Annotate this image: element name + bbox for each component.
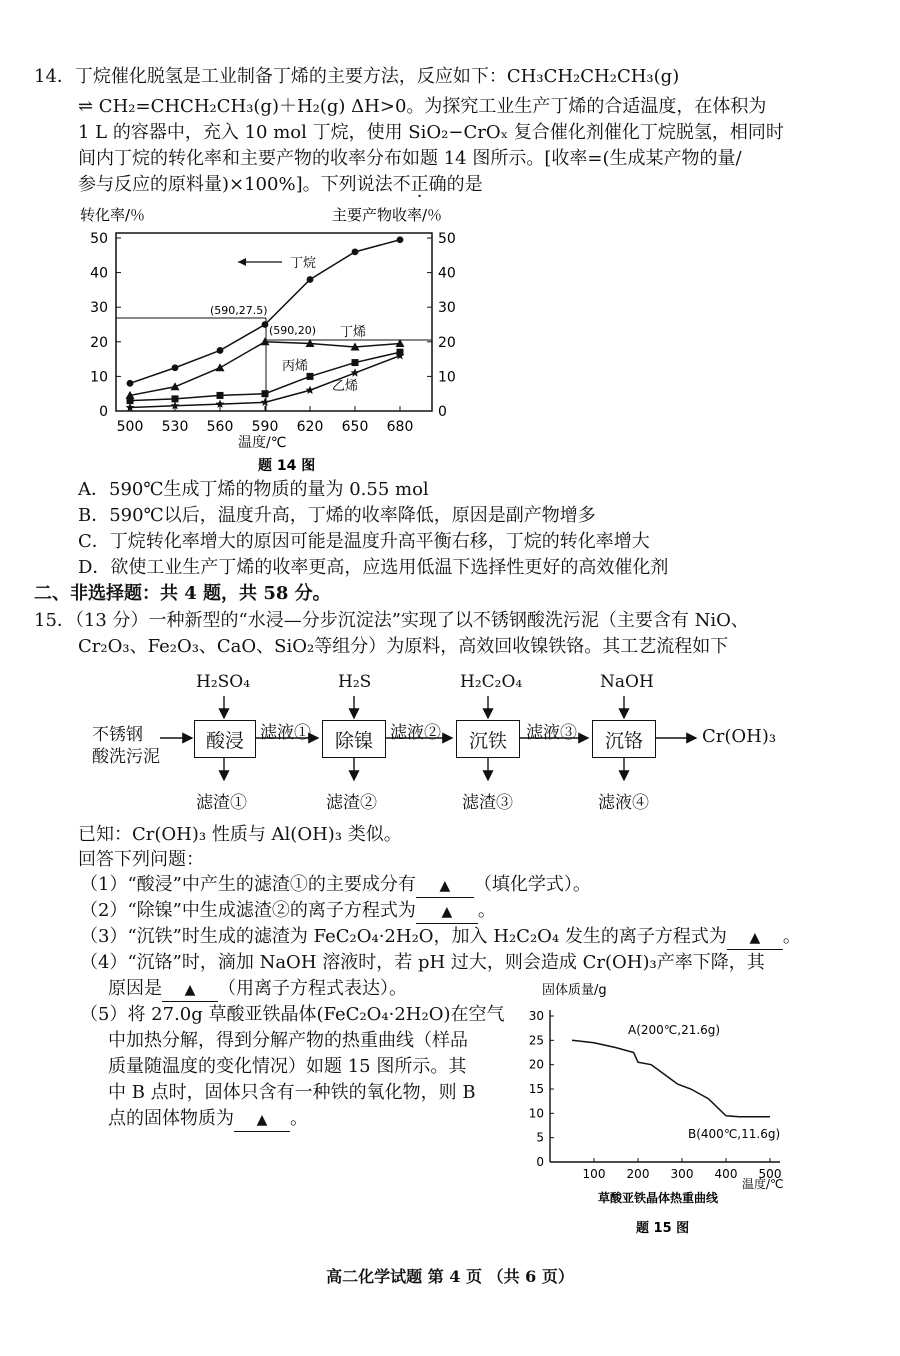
q15-sub-2	[80, 900, 496, 924]
data-point-triangle	[171, 382, 180, 390]
q15-sub-4: （4）“沉铬”时，滴加 NaOH 溶液时，若 pH 过大，则会造成 Cr(OH)₃产率下降，其	[80, 952, 765, 973]
chart15-x-tick-label: 500	[758, 1167, 782, 1181]
q14-line-3: 1 L 的容器中，充入 10 mol 丁烷，使用 SiO₂−CrOₓ 复合催化剂催化丁烷脱氢，相同时	[78, 122, 784, 143]
label-propene: 丙烯	[282, 359, 309, 374]
point-a-label: A(200℃,21.6g)	[628, 1023, 721, 1037]
data-point-square	[262, 390, 269, 397]
data-point-circle	[172, 364, 179, 371]
label-butane: 丁烷	[290, 256, 317, 271]
chart14-caption: 题 14 图	[258, 458, 316, 474]
label-ethene: 乙烯	[332, 379, 359, 394]
data-point-circle	[262, 321, 269, 328]
reagent-h2s: H₂S	[338, 672, 372, 692]
point-b-label: B(400℃,11.6g)	[688, 1127, 781, 1141]
chart14-x-tick-label: 500	[116, 419, 144, 435]
answer-blank-3[interactable]	[727, 926, 783, 950]
q14-line-5	[78, 174, 483, 196]
answer-blank-2[interactable]	[416, 900, 478, 924]
flow-diagram	[0, 660, 900, 820]
chart15-ylabel: 固体质量/g	[542, 983, 607, 998]
blank-marker: ▲	[256, 1112, 268, 1128]
flow-input-1: 不锈钢	[92, 725, 143, 745]
data-point-circle	[217, 347, 224, 354]
q14-option-b: B．590℃以后，温度升高，丁烯的收率降低，原因是副产物增多	[78, 505, 596, 526]
q14-line-2: ⇌ CH₂=CHCH₂CH₃(g)＋H₂(g) ΔH>0。为探究工业生产丁烯的合适温度，在体积为	[78, 96, 767, 117]
step-acid-leach: 酸浸	[194, 720, 256, 758]
q14-line-1: 14．丁烷催化脱氢是工业制备丁烯的主要方法，反应如下：CH₃CH₂CH₂CH₃(g)	[34, 66, 680, 87]
chart14-left-tick-label: 0	[99, 404, 108, 420]
q14-option-d: D．欲使工业生产丁烯的收率更高，应选用低温下选择性更好的高效催化剂	[78, 557, 669, 578]
residue-2: 滤渣②	[326, 793, 377, 813]
answer-blank-1[interactable]	[416, 874, 474, 898]
filtrate-3: 滤液③	[526, 723, 577, 743]
chart14-right-tick-label: 10	[438, 369, 456, 386]
chart15-subtitle: 草酸亚铁晶体热重曲线	[598, 1191, 719, 1205]
chart14-x-tick-label: 530	[161, 419, 189, 435]
q14-line-5a: 参与反应的原料量)×100%]。下列说法	[78, 174, 393, 195]
q14-line-4: 间内丁烷的转化率和主要产物的收率分布如题 14 图所示。[收率=(生成某产物的量/	[78, 148, 742, 169]
filtrate-4: 滤液④	[598, 793, 649, 813]
q15-s4-text: 原因是	[108, 978, 162, 999]
chart15-y-tick-label: 30	[528, 1009, 544, 1023]
chart14-right-tick-label: 50	[438, 231, 456, 247]
chart14-right-tick-label: 30	[438, 300, 456, 317]
data-point-star	[306, 386, 315, 394]
step-precipitate-chromium: 沉铬	[592, 720, 656, 758]
q15-sub-5-l5	[108, 1108, 308, 1132]
chart15-y-tick-label: 10	[528, 1106, 544, 1121]
q15-sub-3	[80, 926, 801, 950]
filtrate-1: 滤液①	[260, 723, 311, 743]
chart15-x-tick-label: 400	[714, 1167, 738, 1181]
annot-590-20: (590,20)	[269, 324, 317, 337]
q15-line-1: 15．（13 分）一种新型的“水浸—分步沉淀法”实现了以不锈钢酸洗污泥（主要含有 NiO、	[34, 610, 749, 631]
chart14-left-tick-label: 30	[90, 300, 108, 317]
blank-marker: ▲	[439, 878, 451, 894]
chart14-right-tick-label: 20	[438, 334, 456, 351]
q15-s5-tail: 。	[290, 1108, 308, 1129]
chart-14	[70, 200, 490, 480]
chart14-x-tick-label: 650	[341, 419, 369, 435]
chart14-x-tick-label: 590	[251, 419, 279, 435]
chart15-x-tick-label: 100	[582, 1167, 606, 1181]
chart14-ylabel-right: 主要产物收率/％	[332, 206, 443, 224]
chart14-left-tick-label: 40	[90, 265, 108, 282]
annot-590-275: (590,27.5)	[210, 304, 268, 317]
q15-s2-text: （2）“除镍”中生成滤渣②的离子方程式为	[80, 900, 416, 921]
data-point-star	[261, 398, 270, 406]
chart15-x-tick-label: 300	[670, 1167, 694, 1181]
answer-blank-5[interactable]	[234, 1108, 290, 1132]
q15-line-2: Cr₂O₃、Fe₂O₃、CaO、SiO₂等组分）为原料，高效回收镍铁铬。其工艺流程如下	[78, 636, 729, 657]
step-precipitate-iron: 沉铁	[456, 720, 520, 758]
q15-s5-text: 点的固体物质为	[108, 1108, 234, 1129]
step-remove-nickel: 除镍	[322, 720, 386, 758]
page-footer: 高二化学试题 第 4 页 （共 6 页）	[326, 1267, 574, 1286]
q15-sub-5-l4: 中 B 点时，固体只含有一种铁的氧化物，则 B	[108, 1082, 476, 1103]
chart14-right-tick-label: 0	[438, 404, 447, 420]
q15-s1-text: （1）“酸浸”中产生的滤渣①的主要成分有	[80, 874, 416, 895]
answer-blank-4[interactable]	[162, 978, 218, 1002]
data-point-square	[352, 359, 359, 366]
tga-curve	[572, 1040, 770, 1116]
product-croh3: Cr(OH)₃	[702, 726, 777, 747]
q15-sub-5-l2: 中加热分解，得到分解产物的热重曲线（样品	[108, 1030, 468, 1051]
data-point-circle	[127, 380, 134, 387]
label-butene: 丁烯	[340, 325, 367, 340]
data-point-circle	[397, 236, 404, 243]
residue-1: 滤渣①	[196, 793, 247, 813]
chart14-left-tick-label: 10	[90, 369, 108, 386]
flow-input-2: 酸洗污泥	[92, 747, 160, 767]
reagent-h2so4: H₂SO₄	[196, 672, 251, 692]
chart14-left-tick-label: 20	[90, 334, 108, 351]
blank-marker: ▲	[441, 904, 453, 920]
q14-option-c: C．丁烷转化率增大的原因可能是温度升高平衡右移，丁烷的转化率增大	[78, 531, 650, 552]
emphasis-not-correct: 不正确	[392, 174, 447, 195]
chart15-caption: 题 15 图	[636, 1221, 690, 1236]
chart15-y-tick-label: 15	[528, 1082, 544, 1096]
data-point-triangle	[216, 363, 225, 371]
q15-s4-tail: （用离子方程式表达）。	[218, 978, 407, 999]
q15-answer-intro: 回答下列问题：	[78, 849, 204, 870]
chart14-x-tick-label: 680	[386, 419, 414, 435]
chart14-ylabel-left: 转化率/％	[80, 206, 146, 224]
data-point-circle	[352, 248, 359, 255]
chart15-y-tick-label: 5	[536, 1130, 544, 1145]
chart15-y-tick-label: 20	[528, 1057, 544, 1072]
q14-option-a: A．590℃生成丁烯的物质的量为 0.55 mol	[78, 479, 429, 500]
q15-sub-5-l3: 质量随温度的变化情况）如题 15 图所示。其	[108, 1056, 467, 1077]
blank-marker: ▲	[184, 982, 196, 998]
reagent-naoh: NaOH	[600, 672, 654, 692]
chart15-x-tick-label: 200	[626, 1167, 650, 1181]
chart15-xlabel: 温度/℃	[742, 1177, 784, 1191]
blank-marker: ▲	[749, 930, 761, 946]
q15-s3-tail: 。	[782, 926, 801, 947]
q15-sub-4-cont	[108, 978, 407, 1002]
residue-3: 滤渣③	[462, 793, 513, 813]
section-2-heading: 二、非选择题：共 4 题，共 58 分。	[34, 583, 331, 604]
filtrate-2: 滤液②	[390, 723, 441, 743]
reagent-h2c2o4: H₂C₂O₄	[460, 672, 523, 692]
q15-sub-1	[80, 874, 591, 898]
data-point-star	[351, 368, 360, 376]
chart15-y-tick-label: 25	[528, 1033, 544, 1048]
q15-s3-text: （3）“沉铁”时生成的滤渣为 FeC₂O₄·2H₂O，加入 H₂C₂O₄ 发生的离子方程式为	[80, 926, 727, 947]
chart14-x-tick-label: 620	[296, 419, 324, 435]
chart15-y-tick-label: 0	[536, 1155, 544, 1169]
q15-sub-5-l1: （5）将 27.0g 草酸亚铁晶体(FeC₂O₄·2H₂O)在空气	[80, 1004, 505, 1025]
q15-s1-tail: （填化学式）。	[473, 874, 591, 895]
chart14-x-tick-label: 560	[206, 419, 234, 435]
chart14-xlabel: 温度/℃	[238, 435, 287, 451]
chart14-frame	[116, 233, 432, 411]
q15-s2-tail: 。	[477, 900, 496, 921]
chart-15	[520, 980, 810, 1242]
chart14-left-tick-label: 50	[90, 231, 108, 247]
q15-known: 已知：Cr(OH)₃ 性质与 Al(OH)₃ 类似。	[78, 824, 402, 845]
data-point-circle	[307, 276, 314, 283]
data-point-square	[217, 392, 224, 399]
chart14-right-tick-label: 40	[438, 265, 456, 282]
arrowhead-butane	[238, 258, 246, 266]
q14-line-5c: 的是	[446, 174, 483, 195]
